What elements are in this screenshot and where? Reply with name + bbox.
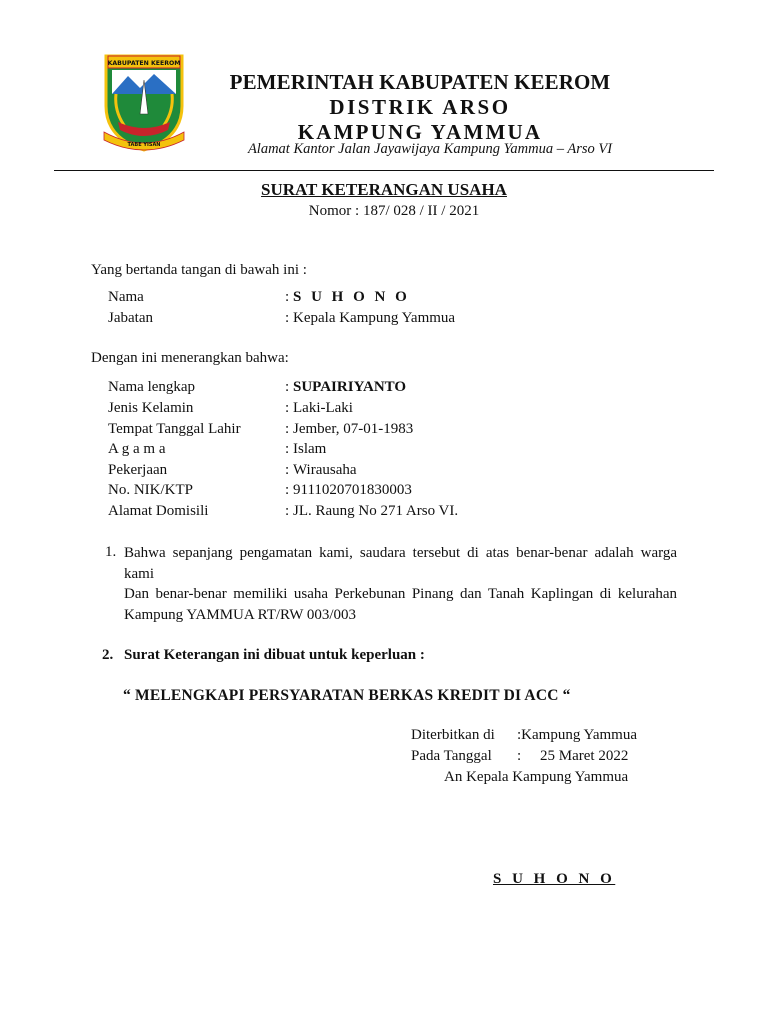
header-village: KAMPUNG YAMMUA — [297, 120, 543, 144]
point-1-text-2: Dan benar-benar memiliki usaha Perkebunan Pinang dan Tanah Kaplingan di kelurahan Kampung YAMMUA RT/RW 003/003 — [124, 586, 677, 623]
field-value: SUPAIRIYANTO — [293, 379, 407, 395]
issued-at-value: :Kampung Yammua — [517, 727, 637, 743]
field-label: Jabatan — [108, 310, 153, 326]
field-colon: : — [285, 441, 290, 457]
field-value: 9111020701830003 — [293, 482, 412, 498]
field-label: A g a m a — [108, 441, 166, 457]
date-colon: : — [517, 748, 522, 764]
field-value: Wirausaha — [293, 462, 357, 478]
field-value: Kepala Kampung Yammua — [293, 310, 456, 326]
field-label: Alamat Domisili — [108, 503, 209, 519]
issued-at-label: Diterbitkan di — [411, 727, 495, 743]
field-colon: : — [285, 503, 290, 519]
purpose-statement: “ MELENGKAPI PERSYARATAN BERKAS KREDIT DI ACC “ — [123, 687, 571, 704]
field-label: Nama — [108, 289, 144, 305]
logo-banner-text: KABUPATEN KEEROM — [107, 60, 181, 67]
point-1-number: 1. — [105, 544, 117, 560]
header-address: Alamat Kantor Jalan Jayawijaya Kampung Yammua – Arso VI — [247, 141, 613, 157]
field-label: Pekerjaan — [108, 462, 168, 478]
field-value: S U H O N O — [293, 289, 410, 305]
header-divider — [54, 170, 714, 171]
field-value: JL. Raung No 271 Arso VI. — [293, 503, 459, 519]
field-colon: : — [285, 400, 290, 416]
point-2-number: 2. — [102, 647, 114, 663]
field-colon: : — [285, 421, 290, 437]
field-label: Nama lengkap — [108, 379, 196, 395]
header-government: PEMERINTAH KABUPATEN KEEROM — [229, 70, 611, 94]
field-colon: : — [285, 482, 290, 498]
field-colon: : — [285, 289, 290, 305]
field-colon: : — [285, 310, 290, 326]
field-label: No. NIK/KTP — [108, 482, 193, 498]
field-label: Tempat Tanggal Lahir — [108, 421, 241, 437]
field-colon: : — [285, 379, 290, 395]
subject-intro: Dengan ini menerangkan bahwa: — [91, 350, 289, 366]
field-value: Laki-Laki — [293, 400, 353, 416]
point-2-text: Surat Keterangan ini dibuat untuk keperluan : — [124, 647, 425, 663]
signer-intro: Yang bertanda tangan di bawah ini : — [91, 262, 307, 278]
point-1-text: Bahwa sepanjang pengamatan kami, saudara tersebut di atas benar-benar adalah warga kami — [124, 545, 677, 582]
field-value: Islam — [293, 441, 327, 457]
document-title: SURAT KETERANGAN USAHA — [261, 180, 507, 199]
header-district: DISTRIK ARSO — [329, 95, 511, 119]
field-value: Jember, 07-01-1983 — [293, 421, 414, 437]
date-label: Pada Tanggal — [411, 748, 492, 764]
logo-motto-text: TABE YISAN — [127, 142, 161, 148]
on-behalf-label: An Kepala Kampung Yammua — [444, 769, 629, 785]
date-value: 25 Maret 2022 — [540, 748, 629, 764]
date-line — [411, 748, 631, 765]
document-number: Nomor : 187/ 028 / II / 2021 — [308, 203, 480, 219]
signer-name: S U H O N O — [493, 871, 616, 887]
field-colon: : — [285, 462, 290, 478]
field-label: Jenis Kelamin — [108, 400, 194, 416]
kabupaten-keerom-logo — [100, 50, 188, 154]
